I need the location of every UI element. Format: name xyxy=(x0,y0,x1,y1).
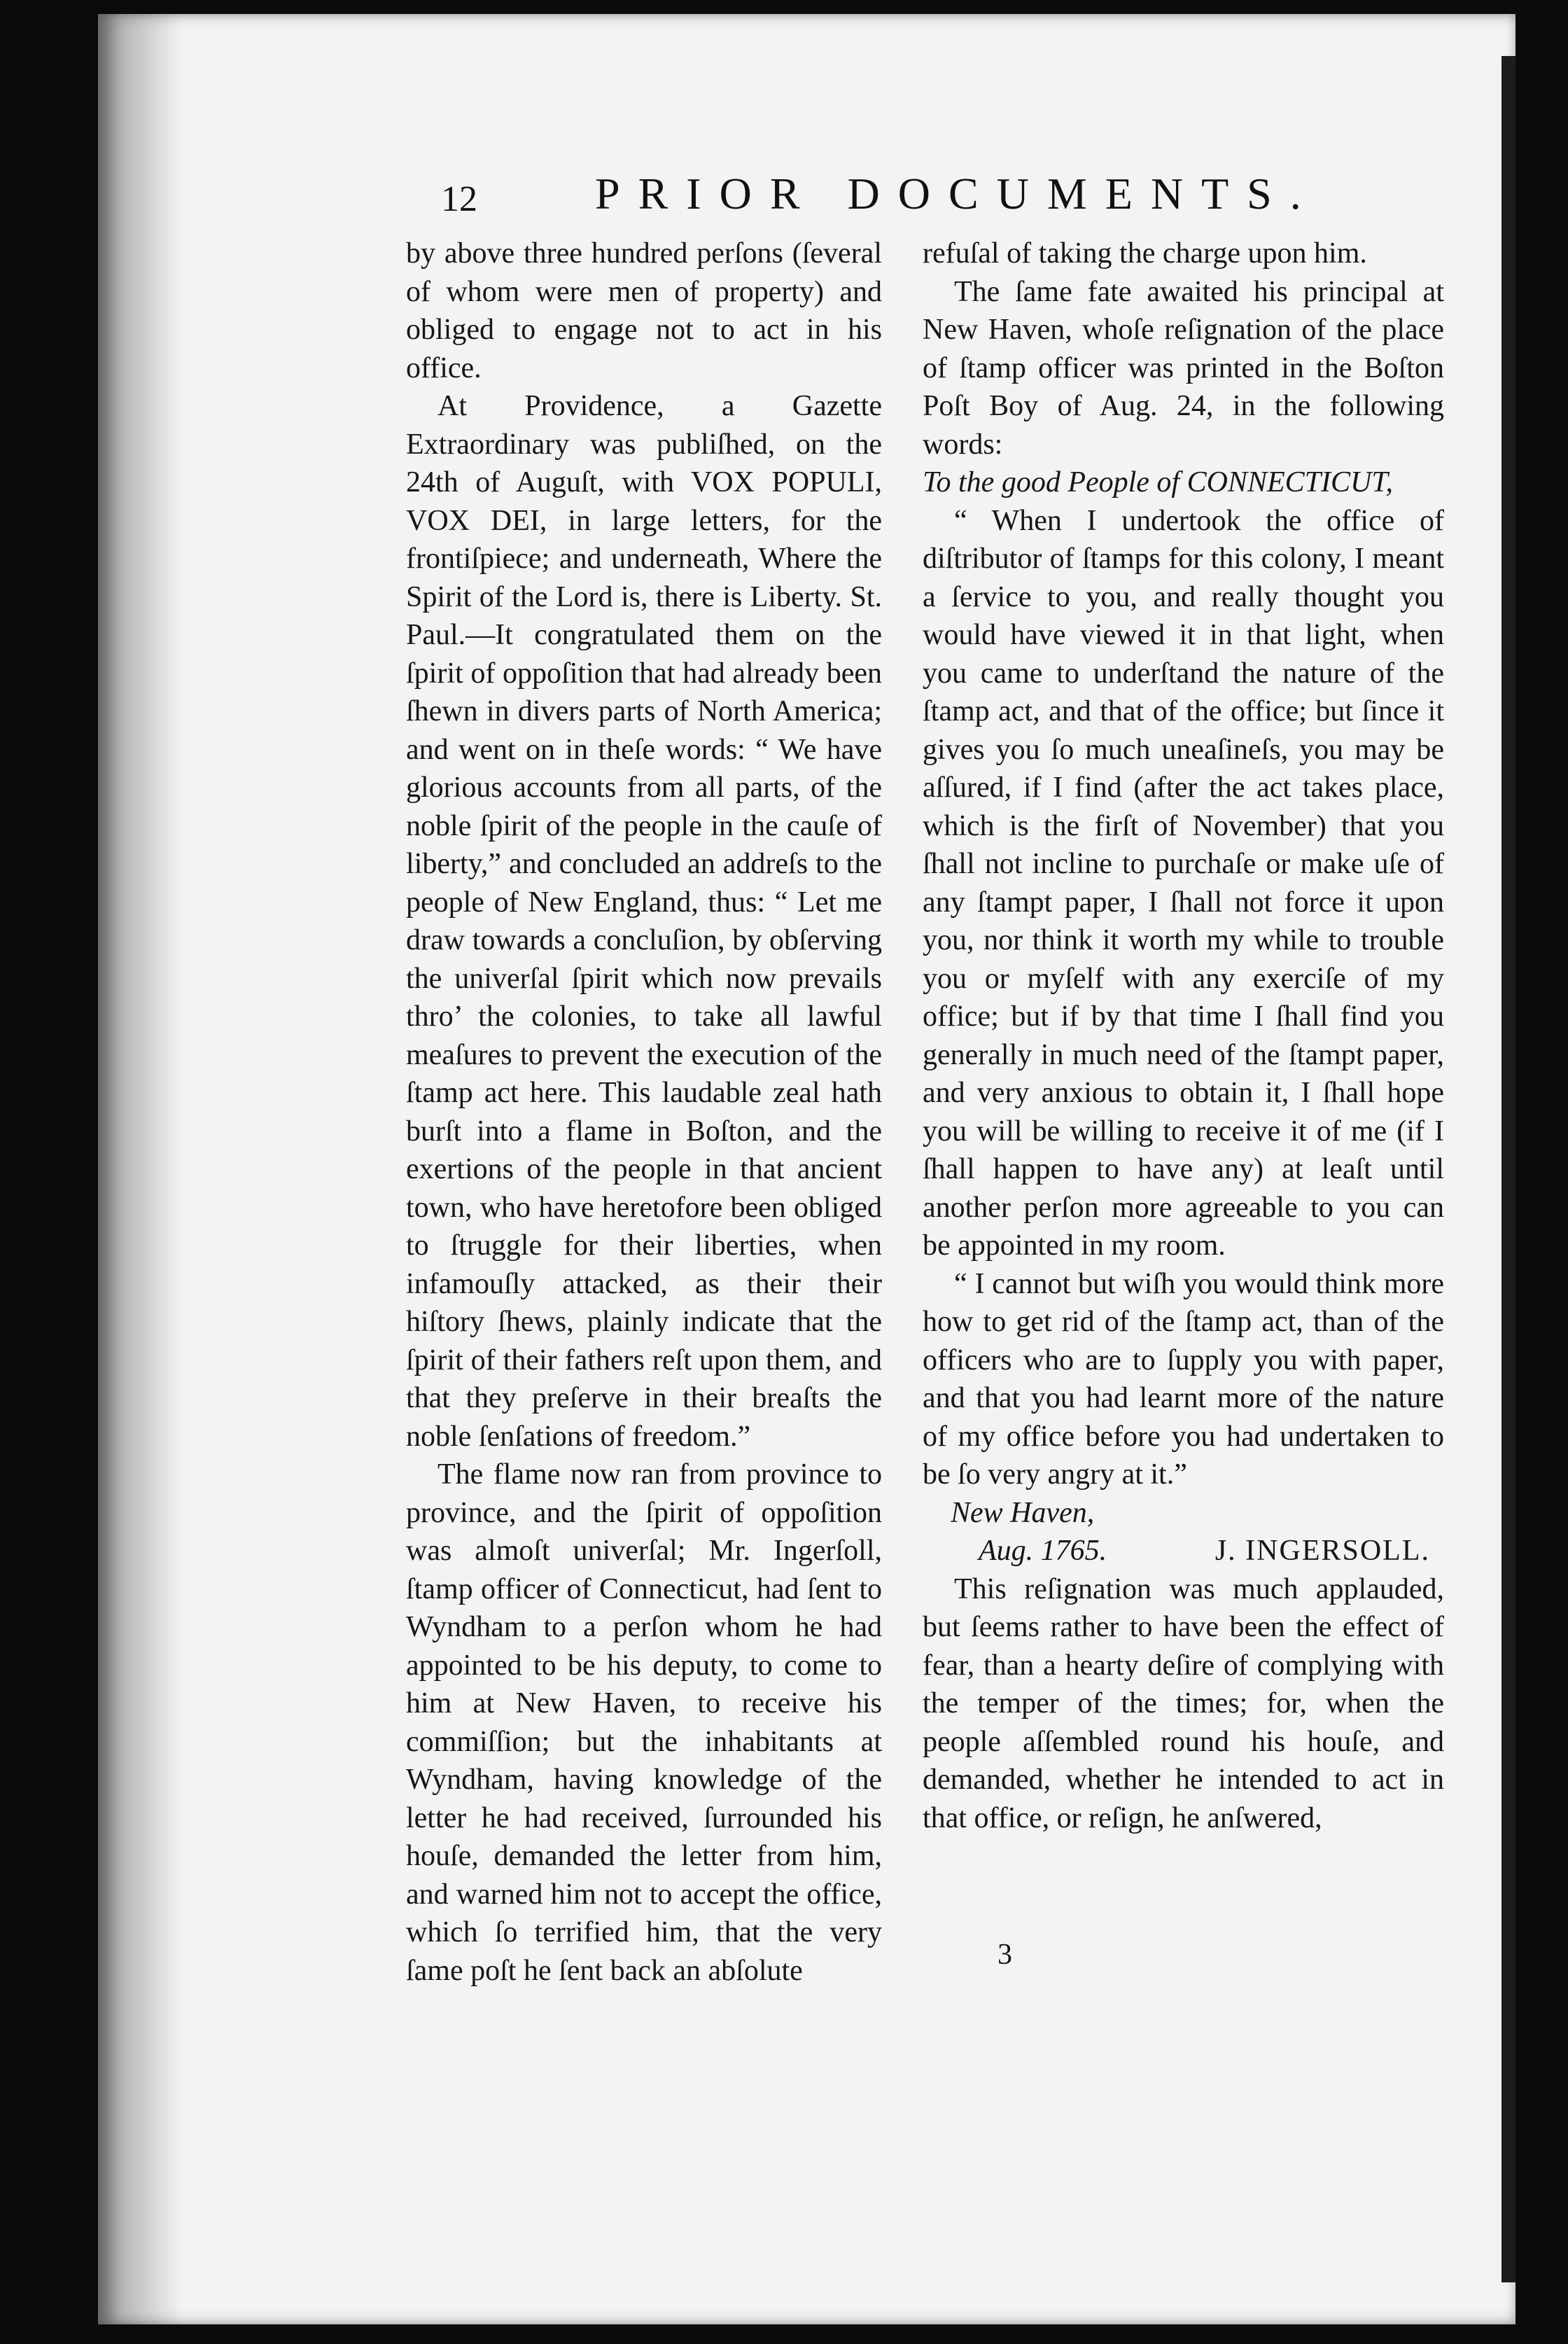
spine-shadow xyxy=(98,14,182,2324)
running-title: PRIOR DOCUMENTS. xyxy=(595,169,1320,218)
letter-paragraph: “ I cannot but wiſh you would think more how to get rid of the ſtamp act, than of the officers who are to ſupply you with paper, and that you had learnt more of the nature of my office before you had undertaken to be ſo very angry at it.” xyxy=(923,1267,1444,1491)
paragraph: by above three hundred perſons (ſeveral of whom were men of property) and obliged to engage not to act in his office. xyxy=(406,237,882,384)
place-line: New Haven, xyxy=(951,1496,1095,1529)
page-number: 12 xyxy=(441,179,477,219)
paragraph: This reſignation was much applauded, but ſeems rather to have been the effect of fear, than a hearty deſire of complying with the temper of the times; for, when the people aſſembled round his houſe, and demanded, whether he intended to act in that office, or reſign, he anſwered, xyxy=(923,1572,1444,1834)
paragraph: refuſal of taking the charge upon him. xyxy=(923,237,1367,270)
paragraph: The flame now ran from province to province, and the ſpirit of oppoſition was almoſt univerſal; Mr. Ingerſoll, ſtamp officer of Connecticut, had ſent to Wyndham to a perſon whom he had appointed to be his deputy, to come to him at New Haven, to receive his commiſſion; but the inhabitants at Wyndham, having knowledge of the letter he had received, ſurrounded his houſe, demanded the letter from him, and warned him not to accept the office, which ſo terrified him, that the very ſame poſt he ſent back an abſolute xyxy=(406,1458,882,1987)
scan-border xyxy=(1516,0,1568,2344)
letter-address xyxy=(923,463,1444,502)
date-line: Aug. 1765. xyxy=(979,1535,1107,1567)
signatory: J. INGERSOLL. xyxy=(1214,1535,1430,1567)
letter-paragraph: “ When I undertook the office of diſtributor of ſtamps for this colony, I meant a ſervice to you, and really thought you would have viewed it in that light, when you came to underſtand the nature of the ſtamp act, and that of the office; but ſince it gives you ſo much uneaſineſs, you may be aſſured, if I find (after the act takes place, which is the firſt of November) that you ſhall not incline to purchaſe or make uſe of any ſtampt paper, I ſhall not force it upon you, nor think it worth my while to trouble you or myſelf with any exerciſe of my office; but if by that time I ſhall find you generally in much need of the ſtampt paper, and very anxious to obtain it, I ſhall hope you will be willing to receive it of me (if I ſhall happen to have any) at leaſt until another perſon more agreeable to you can be appointed in my room. xyxy=(923,504,1444,1262)
left-column xyxy=(406,235,882,1990)
address-text: To the good People of CONNECTICUT, xyxy=(923,466,1394,498)
paragraph: The ſame fate awaited his principal at New Haven, whoſe reſignation of the place of ſtamp officer was printed in the Boſton Poſt Boy of Aug. 24, in the following words: xyxy=(923,275,1444,461)
signature-mark: 3 xyxy=(997,1939,1012,1971)
paragraph: At Providence, a Gazette Extraordinary was publiſhed, on the 24th of Auguſt, with VOX POPULI, VOX DEI, in large letters, for the frontiſpiece; and underneath, Where the Spirit of the Lord is, there is Liberty. St. Paul.—It congratulated them on the ſpirit of oppoſition that had already been ſhewn in divers parts of North America; and went on in theſe words: “ We have glorious accounts from all parts, of the noble ſpirit of the people in the cauſe of liberty,” and concluded an addreſs to the people of New England, thus: “ Let me draw towards a concluſion, by obſerving the univerſal ſpirit which now prevails thro’ the colonies, to take all lawful meaſures to prevent the execution of the ſtamp act here. This laudable zeal hath burſt into a flame in Boſton, and the exertions of the people in that ancient town, who have heretofore been obliged to ſtruggle for their liberties, when infamouſly attacked, as their their hiſtory ſhews, plainly indicate that the ſpirit of their fathers reſt upon them, and that they preſerve in their breaſts the noble ſenſations of freedom.” xyxy=(406,390,882,1453)
signature-block xyxy=(923,1494,1444,1570)
right-column xyxy=(923,235,1444,1837)
